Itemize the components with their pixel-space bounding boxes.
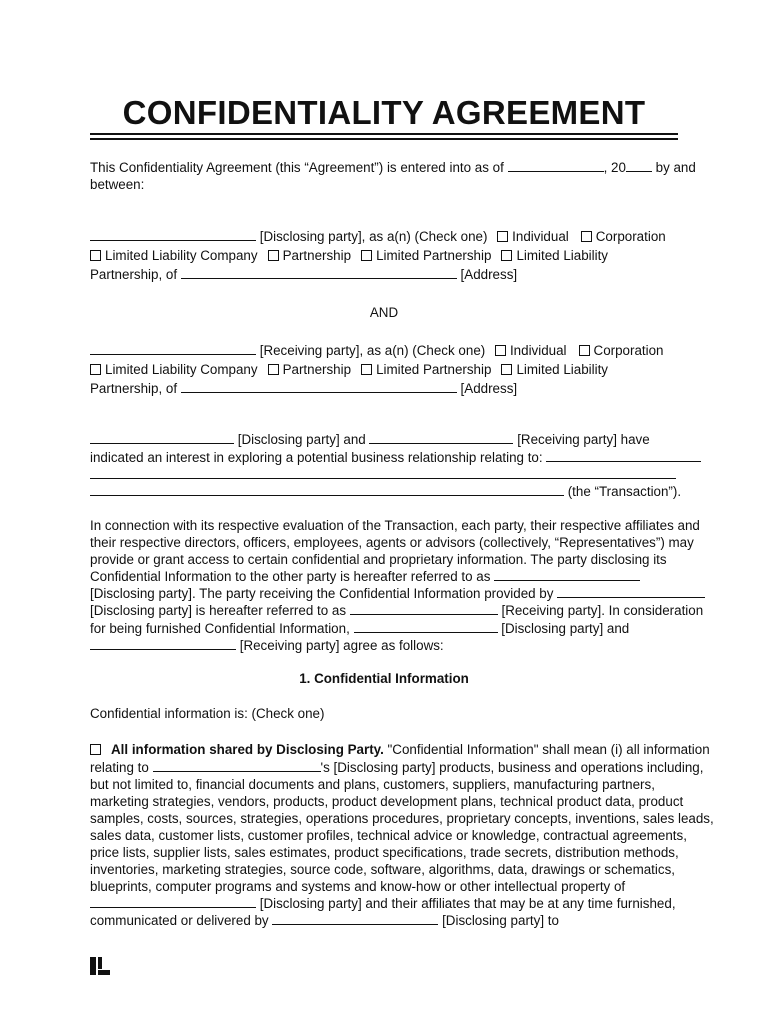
- para2-receiving-blank-2[interactable]: [90, 637, 236, 650]
- party2-line-3: Partnership, of [Address]: [90, 381, 518, 396]
- party2-corporation-checkbox[interactable]: [579, 345, 590, 356]
- purpose-subject-blank[interactable]: [546, 449, 701, 462]
- party1-llp-checkbox[interactable]: [501, 250, 512, 261]
- party1-line-3: Partnership, of [Address]: [90, 267, 518, 282]
- purpose-receiving-blank[interactable]: [369, 431, 513, 444]
- title-rule-bottom: [90, 138, 678, 140]
- option1-lead: All information shared by Disclosing Party.: [111, 742, 384, 757]
- para2-line-4: Confidential Information to the other party is hereafter referred to as: [90, 568, 678, 585]
- party1-llc-checkbox[interactable]: [90, 250, 101, 261]
- party1-address-blank[interactable]: [181, 266, 457, 279]
- option1-disclosing-blank[interactable]: [90, 895, 256, 908]
- party1-lp-checkbox[interactable]: [361, 250, 372, 261]
- para2-line-8: [Receiving party] agree as follows:: [90, 637, 678, 654]
- para2-line-5: [Disclosing party]. The party receiving the Confidential Information provided by: [90, 585, 678, 602]
- party1-partnership-checkbox[interactable]: [268, 250, 279, 261]
- purpose-line-3: [90, 466, 678, 483]
- option1-company-blank[interactable]: [153, 759, 321, 772]
- purpose-line-2: indicated an interest in exploring a potential business relationship relating to:: [90, 449, 678, 466]
- option1-line-1: All information shared by Disclosing Party. "Confidential Information" shall mean (i) all information: [90, 741, 678, 758]
- option1-line-8: inventories, marketing strategies, source code, software, algorithms, data, drawings or schematics,: [90, 862, 675, 877]
- option1-line-4: marketing strategies, vendors, products, product development plans, technical product data, product: [90, 794, 684, 809]
- party2-llp-checkbox[interactable]: [501, 364, 512, 375]
- ci-check-line: Confidential information is: (Check one): [90, 706, 325, 721]
- intro-line-2: between:: [90, 177, 145, 192]
- party1-line-1: [Disclosing party], as a(n) (Check one) Individual Corporation: [90, 228, 678, 245]
- para2-line-6: [Disclosing party] is hereafter referred to as [Receiving party]. In consideration: [90, 603, 704, 618]
- party1-corporation-checkbox[interactable]: [581, 231, 592, 242]
- section-1-heading: 1. Confidential Information: [299, 671, 469, 686]
- option1-deliverer-blank[interactable]: [272, 912, 438, 925]
- party2-line-1: [Receiving party], as a(n) (Check one) Individual Corporation: [90, 342, 678, 359]
- para2-line-1: In connection with its respective evaluation of the Transaction, each party, their respective affiliates and: [90, 518, 700, 533]
- option1-line-5: samples, costs, sources, strategies, operations procedures, proprietary concepts, inventions, sales leads,: [90, 811, 714, 826]
- purpose-disclosing-blank[interactable]: [90, 431, 234, 444]
- party2-llc-checkbox[interactable]: [90, 364, 101, 375]
- option1-line-2: relating to 's [Disclosing party] products, business and operations including,: [90, 760, 704, 775]
- para2-disclosing-blank[interactable]: [494, 568, 640, 581]
- option1-checkbox[interactable]: [90, 744, 101, 755]
- purpose-line-4: (the “Transaction”).: [90, 483, 678, 500]
- option1-line-7: price lists, supplier lists, sales estimates, product specifications, trade secrets, distribution methods,: [90, 845, 679, 860]
- year-blank[interactable]: [626, 159, 652, 172]
- option1-line-10: [Disclosing party] and their affiliates that may be at any time furnished,: [90, 895, 678, 912]
- para2-line-2: their respective directors, officers, employees, agents or advisors (collectively, “Representatives”) may: [90, 535, 694, 550]
- party2-address-blank[interactable]: [181, 380, 457, 393]
- receiving-party-name-blank[interactable]: [90, 342, 256, 355]
- purpose-line-1: [Disclosing party] and [Receiving party] have: [90, 431, 678, 448]
- party2-lp-checkbox[interactable]: [361, 364, 372, 375]
- option1-line-11: communicated or delivered by [Disclosing party] to: [90, 913, 559, 928]
- purpose-subject-blank-2[interactable]: [90, 466, 676, 479]
- option1-line-3: but not limited to, financial documents and plans, customers, suppliers, manufacturing partners,: [90, 777, 655, 792]
- and-separator: AND: [369, 305, 399, 320]
- party2-partnership-checkbox[interactable]: [268, 364, 279, 375]
- title-rule-top: [90, 133, 678, 135]
- para2-line-7: for being furnished Confidential Information, [Disclosing party] and: [90, 621, 630, 636]
- logo-icon: [90, 957, 110, 975]
- option1-line-6: sales data, customer lists, customer profiles, technical advice or knowledge, contractual agreements,: [90, 828, 687, 843]
- para2-provider-blank[interactable]: [557, 585, 705, 598]
- para2-line-3: provide or grant access to certain confidential and proprietary information. The party disclosing its: [90, 552, 667, 567]
- disclosing-party-name-blank[interactable]: [90, 228, 256, 241]
- party1-individual-checkbox[interactable]: [497, 231, 508, 242]
- intro-line-1: This Confidentiality Agreement (this “Agreement”) is entered into as of , 20 by and: [90, 160, 696, 175]
- party1-line-2: Limited Liability Company Partnership Limited Partnership Limited Liability: [90, 247, 678, 264]
- party2-individual-checkbox[interactable]: [495, 345, 506, 356]
- purpose-subject-blank-3[interactable]: [90, 483, 564, 496]
- para2-receiving-blank[interactable]: [350, 602, 498, 615]
- date-blank[interactable]: [508, 159, 604, 172]
- document-title: CONFIDENTIALITY AGREEMENT: [122, 94, 646, 131]
- party2-line-2: Limited Liability Company Partnership Limited Partnership Limited Liability: [90, 361, 678, 378]
- para2-disclosing-blank-2[interactable]: [354, 620, 498, 633]
- option1-line-9: blueprints, computer programs and systems and know-how or other intellectual property of: [90, 879, 626, 894]
